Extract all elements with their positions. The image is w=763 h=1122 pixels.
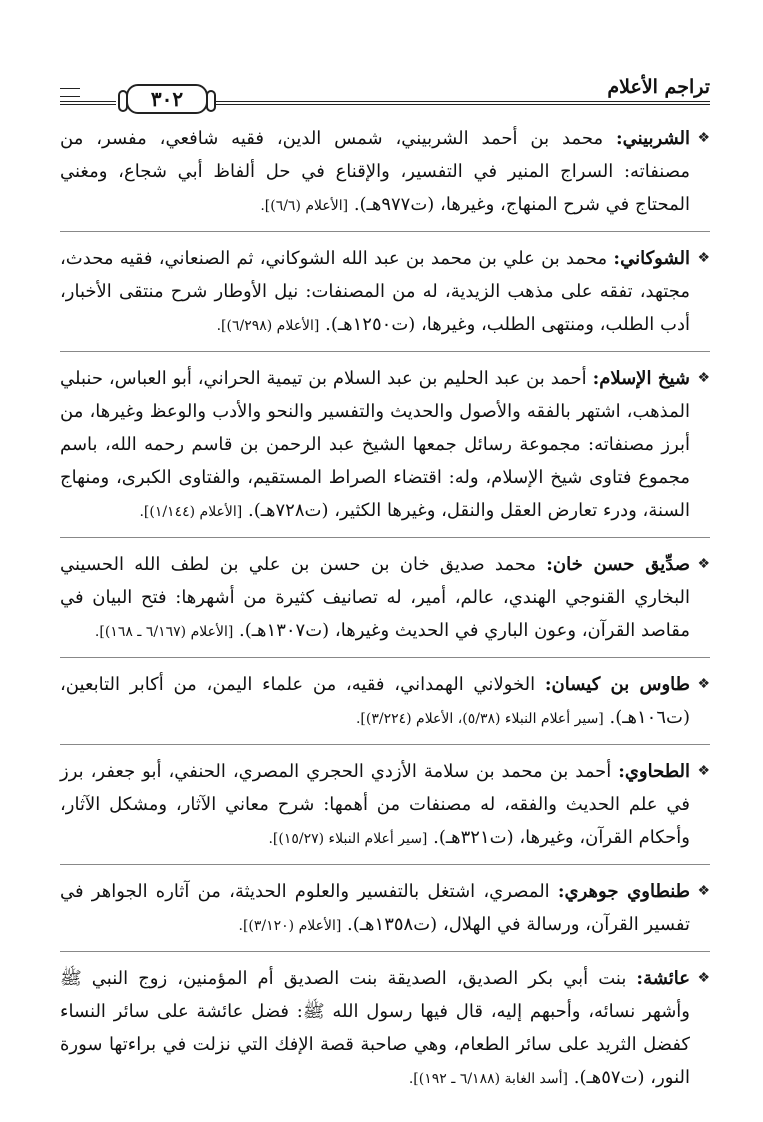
entry-body: محمد بن أحمد الشربيني، شمس الدين، فقيه شافعي، مفسر، من مصنفاته: السراج المنير في التفسير، والإقناع في حل ألفاظ أبي شجاع، ومغني المحتاج في شرح المنهاج، وغيرها، (ت٩٧٧هـ). <box>60 128 690 215</box>
entry-reference: [الأعلام (١/١٤٤)]. <box>139 504 243 520</box>
entry-body: بنت أبي بكر الصديق، الصديقة بنت الصديق أم المؤمنين، زوج النبي ﷺ وأشهر نسائه، وأحبهم إليه، قال فيها رسول الله ﷺ: فضل عائشة على سائر النساء كفضل الثريد على سائر الطعام، وهي صاحبة قصة الإفك التي نزلت في براءتها سورة النور، (ت٥٧هـ). <box>60 968 690 1088</box>
bullet-icon: ❖ <box>697 370 710 386</box>
entry-body: محمد بن علي بن محمد بن عبد الله الشوكاني، ثم الصنعاني، فقيه محدث، مجتهد، تفقه على مذهب الزيدية، له من المصنفات: نيل الأوطار شرح منتقى الأخبار، أدب الطلب، ومنتهى الطلب، وغيرها، (ت١٢٥٠هـ). <box>60 248 690 335</box>
bullet-icon: ❖ <box>697 970 710 986</box>
entry-name: الشربيني: <box>616 128 690 149</box>
running-title: تراجم الأعلام <box>607 76 710 98</box>
entry-body: الخولاني الهمداني، فقيه، من علماء اليمن، من أكابر التابعين، (ت١٠٦هـ). <box>60 674 690 728</box>
entry-shaykh-al-islam <box>60 362 710 529</box>
entry-reference: [الأعلام (٦/٦)]. <box>260 198 349 214</box>
entry-reference: [الأعلام (٦/١٦٧ ـ ١٦٨)]. <box>94 624 234 640</box>
page-number: ٣٠٢ <box>126 84 208 114</box>
entry-name: شيخ الإسلام: <box>592 368 690 389</box>
entry-body: أحمد بن محمد بن سلامة الأزدي الحجري المصري، الحنفي، أبو جعفر، برز في علم الحديث والفقه، له مصنفات من أهمها: شرح معاني الآثار، ومشكل الآثار، وأحكام القرآن، وغيرها، (ت٣٢١هـ). <box>60 761 690 848</box>
page-header <box>60 68 710 112</box>
entries-list <box>60 122 710 1104</box>
entry-tahawi <box>60 755 710 856</box>
entry-reference: [الأعلام (٦/٢٩٨)]. <box>216 318 320 334</box>
entry-divider <box>60 657 710 658</box>
entry-body: المصري، اشتغل بالتفسير والعلوم الحديثة، من آثاره الجواهر في تفسير القرآن، ورسالة في الهلال، (ت١٣٥٨هـ). <box>60 881 690 935</box>
entry-reference: [أسد الغابة (٦/١٨٨ ـ ١٩٢)]. <box>408 1071 568 1087</box>
page-number-frame <box>116 84 216 114</box>
entry-shirbini <box>60 122 710 223</box>
bullet-icon: ❖ <box>697 130 710 146</box>
bullet-icon: ❖ <box>697 676 710 692</box>
entry-shawkani <box>60 242 710 343</box>
entry-name: طاوس بن كيسان: <box>544 674 690 695</box>
bullet-icon: ❖ <box>697 556 710 572</box>
header-rule-end <box>60 88 80 97</box>
entry-name: الشوكاني: <box>613 248 690 269</box>
bullet-icon: ❖ <box>697 250 710 266</box>
bullet-icon: ❖ <box>697 883 710 899</box>
entry-divider <box>60 864 710 865</box>
entry-reference: [الأعلام (٣/١٢٠)]. <box>238 918 342 934</box>
entry-divider <box>60 537 710 538</box>
entry-name: عائشة: <box>636 968 691 989</box>
entry-reference: [سير أعلام النبلاء (٥/٣٨)، الأعلام (٣/٢٢٤)]. <box>355 711 604 727</box>
entry-divider <box>60 231 710 232</box>
entry-name: طنطاوي جوهري: <box>557 881 690 902</box>
entry-divider <box>60 951 710 952</box>
entry-name: الطحاوي: <box>618 761 690 782</box>
entry-tawus <box>60 668 710 736</box>
entry-siddiq-hasan-khan <box>60 548 710 649</box>
entry-aisha <box>60 962 710 1096</box>
bullet-icon: ❖ <box>697 763 710 779</box>
entry-body: أحمد بن عبد الحليم بن عبد السلام بن تيمية الحراني، أبو العباس، حنبلي المذهب، اشتهر بالفقه والأصول والحديث والتفسير والنحو والأدب والوعظ وغيرها، من أبرز مصنفاته: مجموعة رسائل جمعها الشيخ عبد الرحمن بن قاسم رحمه الله، باسم مجموع فتاوى شيخ الإسلام، وله: اقتضاء الصراط المستقيم، والفتاوى الكبرى، ومنهاج السنة، ودرء تعارض العقل والنقل، وغيرها الكثير، (ت٧٢٨هـ). <box>60 368 690 521</box>
entry-tantawi-jawhari <box>60 875 710 943</box>
entry-body: محمد صديق خان بن حسن بن علي بن لطف الله الحسيني البخاري القنوجي الهندي، عالم، أمير، له تصانيف كثيرة من أشهرها: فتح البيان في مقاصد القرآن، وعون الباري في الحديث وغيرها، (ت١٣٠٧هـ). <box>60 554 690 641</box>
entry-divider <box>60 351 710 352</box>
entry-reference: [سير أعلام النبلاء (١٥/٢٧)]. <box>268 831 428 847</box>
entry-name: صدِّيق حسن خان: <box>546 554 690 575</box>
entry-divider <box>60 744 710 745</box>
